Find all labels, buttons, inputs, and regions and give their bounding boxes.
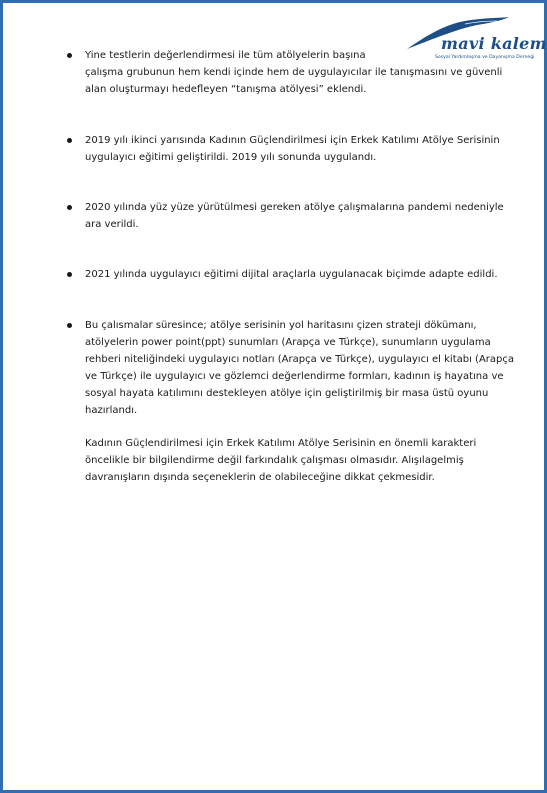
bullet-line: hazırlandı.: [85, 405, 138, 416]
bullet-line: 2019 yılı ikinci yarısında Kadının Güçlendirilmesi için Erkek Katılımı Atölye Serisinin: [85, 135, 500, 146]
bullet-line: Yine testlerin değerlendirmesi ile tüm atölyelerin başına: [85, 50, 366, 61]
bullet-item: [85, 47, 505, 98]
bullet-item: [85, 317, 515, 419]
bullet-dot: [67, 138, 72, 143]
paragraph-line: davranışların dışında seçeneklerin de olabileceğine dikkat çekmesidir.: [85, 472, 435, 483]
bullet-line: 2020 yılında yüz yüze yürütülmesi gereken atölye çalışmalarına pandemi nedeniyle: [85, 202, 504, 213]
closing-paragraph: [85, 435, 476, 486]
bullet-item: [85, 199, 505, 233]
paragraph-line: öncelikle bir bilgilendirme değil farkındalık çalışması olmasıdır. Alışılagelmiş: [85, 455, 464, 466]
logo-wordmark: mavi kalem: [441, 34, 547, 53]
bullet-item: [85, 132, 505, 166]
bullet-line: çalışma grubunun hem kendi içinde hem de uygulayıcılar ile tanışmasını ve güvenli: [85, 67, 503, 78]
bullet-line: ara verildi.: [85, 219, 139, 230]
bullet-line: atölyelerin power point(ppt) sunumları (Arapça ve Türkçe), sunumların uygulama: [85, 337, 491, 348]
bullet-line: uygulayıcı eğitimi geliştirildi. 2019 yılı sonunda uygulandı.: [85, 152, 377, 163]
paragraph-line: Kadının Güçlendirilmesi için Erkek Katılımı Atölye Serisinin en önemli karakteri: [85, 438, 477, 449]
bullet-dot: [67, 205, 72, 210]
bullet-item: [85, 266, 505, 283]
bullet-dot: [67, 53, 72, 58]
bullet-line: ve Türkçe) ile uygulayıcı ve gözlemci değerlendirme formları, kadının iş hayatına ve: [85, 371, 504, 382]
bullet-line: Bu çalısmalar süresince; atölye serisinin yol haritasını çizen strateji dökümanı,: [85, 320, 477, 331]
bullet-dot: [67, 323, 72, 328]
bullet-line: alan oluşturmayı hedefleyen “tanışma atölyesi” eklendi.: [85, 84, 367, 95]
bullet-line: sosyal hayata katılımını destekleyen atölye için geliştirilmiş bir masa üstü oyunu: [85, 388, 489, 399]
bullet-line: rehberi niteliğindeki uygulayıcı notları (Arapça ve Türkçe), uygulayıcı el kitabı (Arapça: [85, 354, 515, 365]
bullet-dot: [67, 272, 72, 277]
bullet-line: 2021 yılında uygulayıcı eğitimi dijital araçlarla uygulanacak biçimde adapte edildi.: [85, 269, 498, 280]
logo-tagline: Sosyal Yardımlaşma ve Dayanışma Derneği: [435, 55, 535, 60]
